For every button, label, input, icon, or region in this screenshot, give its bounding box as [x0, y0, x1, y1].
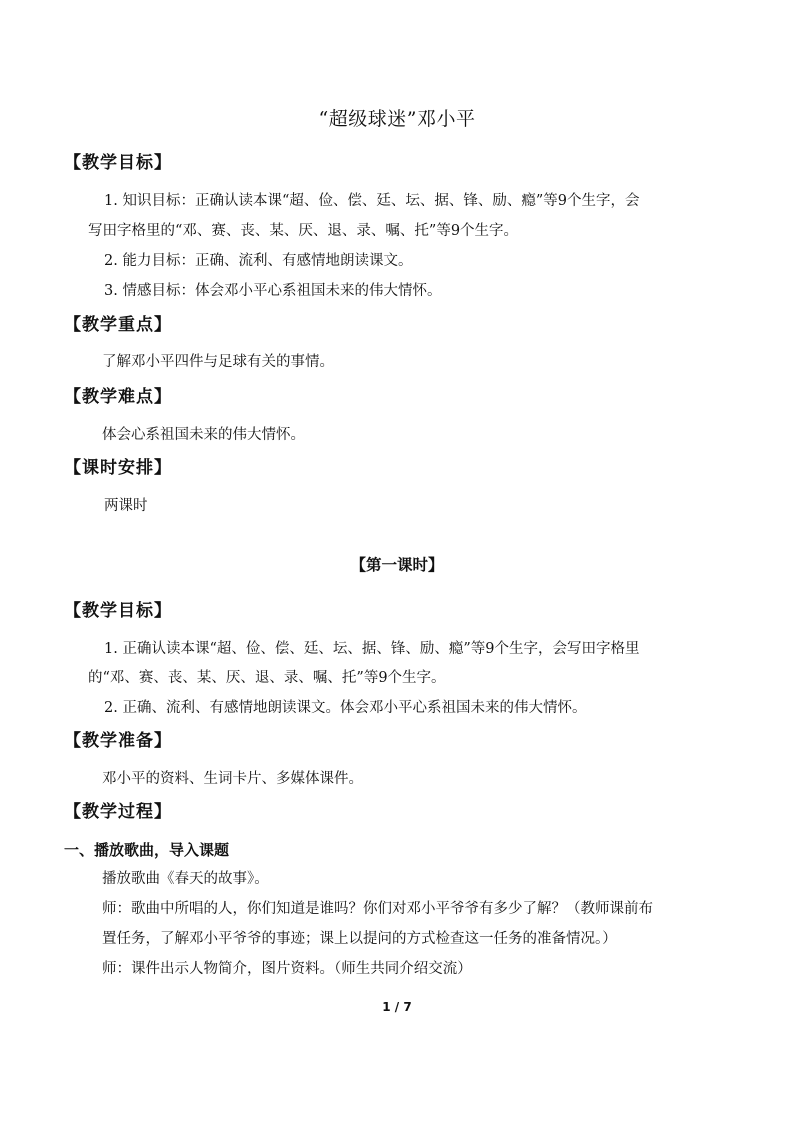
heading-schedule: 【课时安排】: [64, 458, 172, 478]
goal-item-2: 2. 能力目标：正确、流利、有感情地朗读课文。: [104, 253, 413, 269]
heading-difficulty: 【教学难点】: [64, 387, 172, 407]
preparation-text: 邓小平的资料、生词卡片、多媒体课件。: [102, 771, 363, 787]
process-section-1-title: 一、播放歌曲，导入课题: [64, 841, 230, 859]
goal2-item-2: 2. 正确、流利、有感情地朗读课文。体会邓小平心系祖国未来的伟大情怀。: [104, 700, 587, 716]
process-line-3: 置任务，了解邓小平爷爷的事迹；课上以提问的方式检查这一任务的准备情况。）: [102, 931, 617, 947]
goal-item-1-line-1: 1. 知识目标：正确认读本课“超、俭、偿、廷、坛、据、锋、励、瘾”等9个生字，会: [104, 193, 640, 209]
lesson-1-title: 【第一课时】: [350, 555, 444, 574]
goal2-item-1-line-2: 的“邓、赛、丧、某、厌、退、录、嘱、托”等9个生字。: [88, 670, 446, 686]
heading-preparation: 【教学准备】: [64, 731, 172, 751]
goal-item-1-line-2: 写田字格里的“邓、赛、丧、某、厌、退、录、嘱、托”等9个生字。: [88, 223, 519, 239]
page-number: 1 / 7: [382, 1000, 412, 1014]
heading-key-point: 【教学重点】: [64, 315, 172, 335]
difficulty-text: 体会心系祖国未来的伟大情怀。: [102, 427, 305, 443]
process-line-2: 师：歌曲中所唱的人，你们知道是谁吗？你们对邓小平爷爷有多少了解？（教师课前布: [102, 901, 653, 917]
goal-item-3: 3. 情感目标：体会邓小平心系祖国未来的伟大情怀。: [104, 283, 442, 299]
schedule-text: 两课时: [104, 498, 148, 514]
process-line-4: 师：课件出示人物简介，图片资料。（师生共同介绍交流）: [102, 961, 472, 977]
heading-process: 【教学过程】: [64, 802, 172, 822]
page-title: “超级球迷”邓小平: [318, 108, 476, 130]
process-line-1: 播放歌曲《春天的故事》。: [102, 871, 269, 887]
heading-teaching-goals: 【教学目标】: [64, 153, 172, 173]
key-point-text: 了解邓小平四件与足球有关的事情。: [102, 354, 334, 370]
goal2-item-1-line-1: 1. 正确认读本课“超、俭、偿、廷、坛、据、锋、励、瘾”等9个生字，会写田字格里: [104, 641, 640, 657]
heading-teaching-goals-2: 【教学目标】: [64, 601, 172, 621]
